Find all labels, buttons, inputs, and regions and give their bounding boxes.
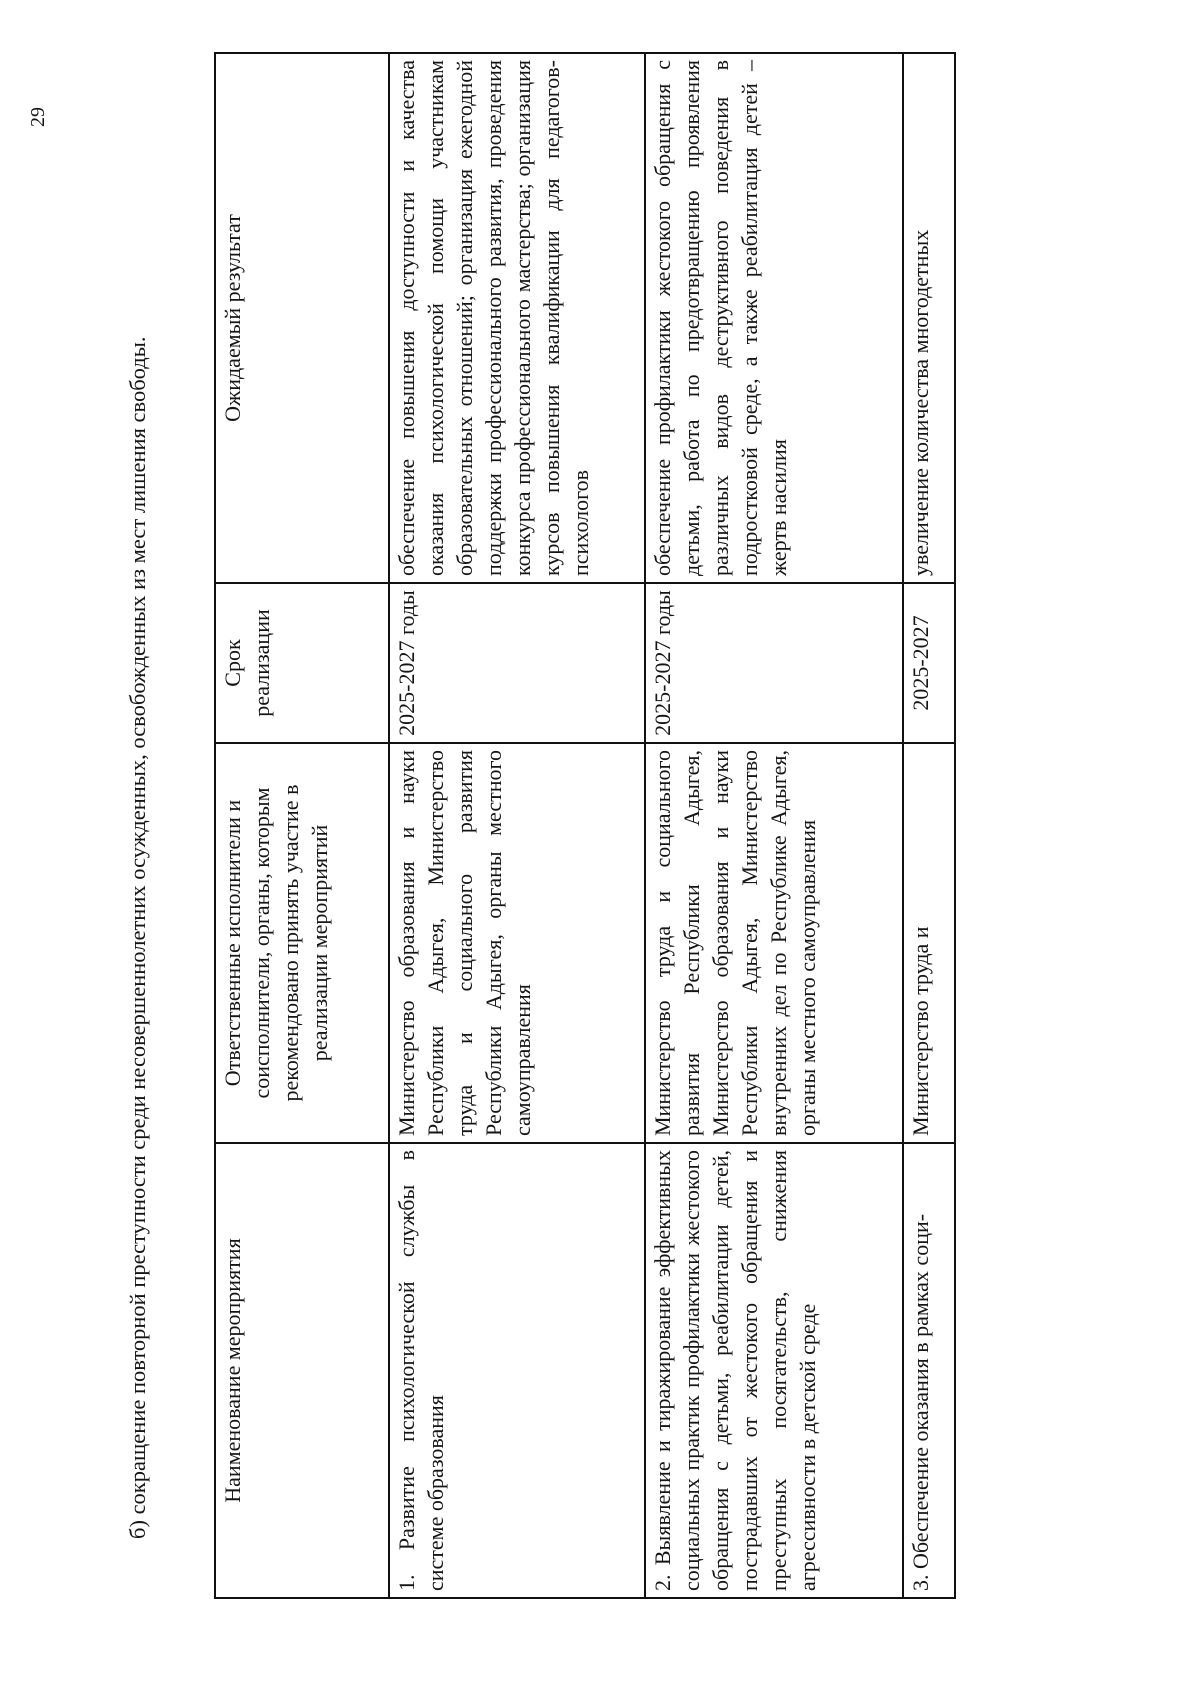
table-header-row — [215, 53, 389, 1598]
cell-name: 1. Развитие психологической службы в системе образования — [389, 1143, 645, 1598]
header-result: Ожидаемый результат — [215, 53, 389, 583]
page-number: 29 — [27, 107, 49, 127]
header-name: Наименование мероприятия — [215, 1143, 389, 1598]
cell-period: 2025-2027 годы — [389, 583, 645, 743]
header-period: Срок реализации — [215, 583, 389, 743]
cell-result: обеспечение повышения доступности и качества оказания психологической помощи участникам образовательных отношений; организация ежегодной поддержки профессионального развития, проведения конкурса профессионального мастерства; организация курсов повышения квалификации для педагогов-психологов — [389, 53, 645, 583]
cell-responsible: Министерство образования и науки Республики Адыгея, Министерство труда и социального развития Республики Адыгея, органы местного самоуправления — [389, 743, 645, 1143]
table-row — [389, 53, 645, 1598]
measures-table — [214, 52, 956, 1599]
cell-result: обеспечение профилактики жестокого обращения с детьми, работа по предотвращению проявления различных видов деструктивного поведения в подростковой среде, а также реабилитация детей – жертв насилия — [645, 53, 903, 583]
table-row — [903, 53, 955, 1598]
table-row — [645, 53, 903, 1598]
cell-name: 2. Выявление и тиражирование эффективных социальных практик профилактики жестокого обращения с детьми, реабилитации детей, пострадавших от жестокого обращения и преступных посягательств, снижения агрессивности в детской среде — [645, 1143, 903, 1598]
cell-responsible: Министерство труда и социального развития Республики Адыгея, Министерство образования и науки Республики Адыгея, Министерство внутренних дел по Республике Адыгея, органы местного самоуправления — [645, 743, 903, 1143]
section-intro-text: б) сокращение повторной преступности среди несовершеннолетних осужденных, освобожденных из мест лишения свободы. — [125, 336, 150, 1539]
cell-responsible: Министерство труда и — [903, 743, 955, 1143]
cell-result: увеличение количества многодетных — [903, 53, 955, 583]
header-responsible: Ответственные исполнители и соисполнители, органы, которым рекомендовано принять участие в реализации мероприятий — [215, 743, 389, 1143]
cell-period: 2025-2027 годы — [645, 583, 903, 743]
cell-period: 2025-2027 — [903, 583, 955, 743]
cell-name: 3. Обеспечение оказания в рамках соци- — [903, 1143, 955, 1598]
